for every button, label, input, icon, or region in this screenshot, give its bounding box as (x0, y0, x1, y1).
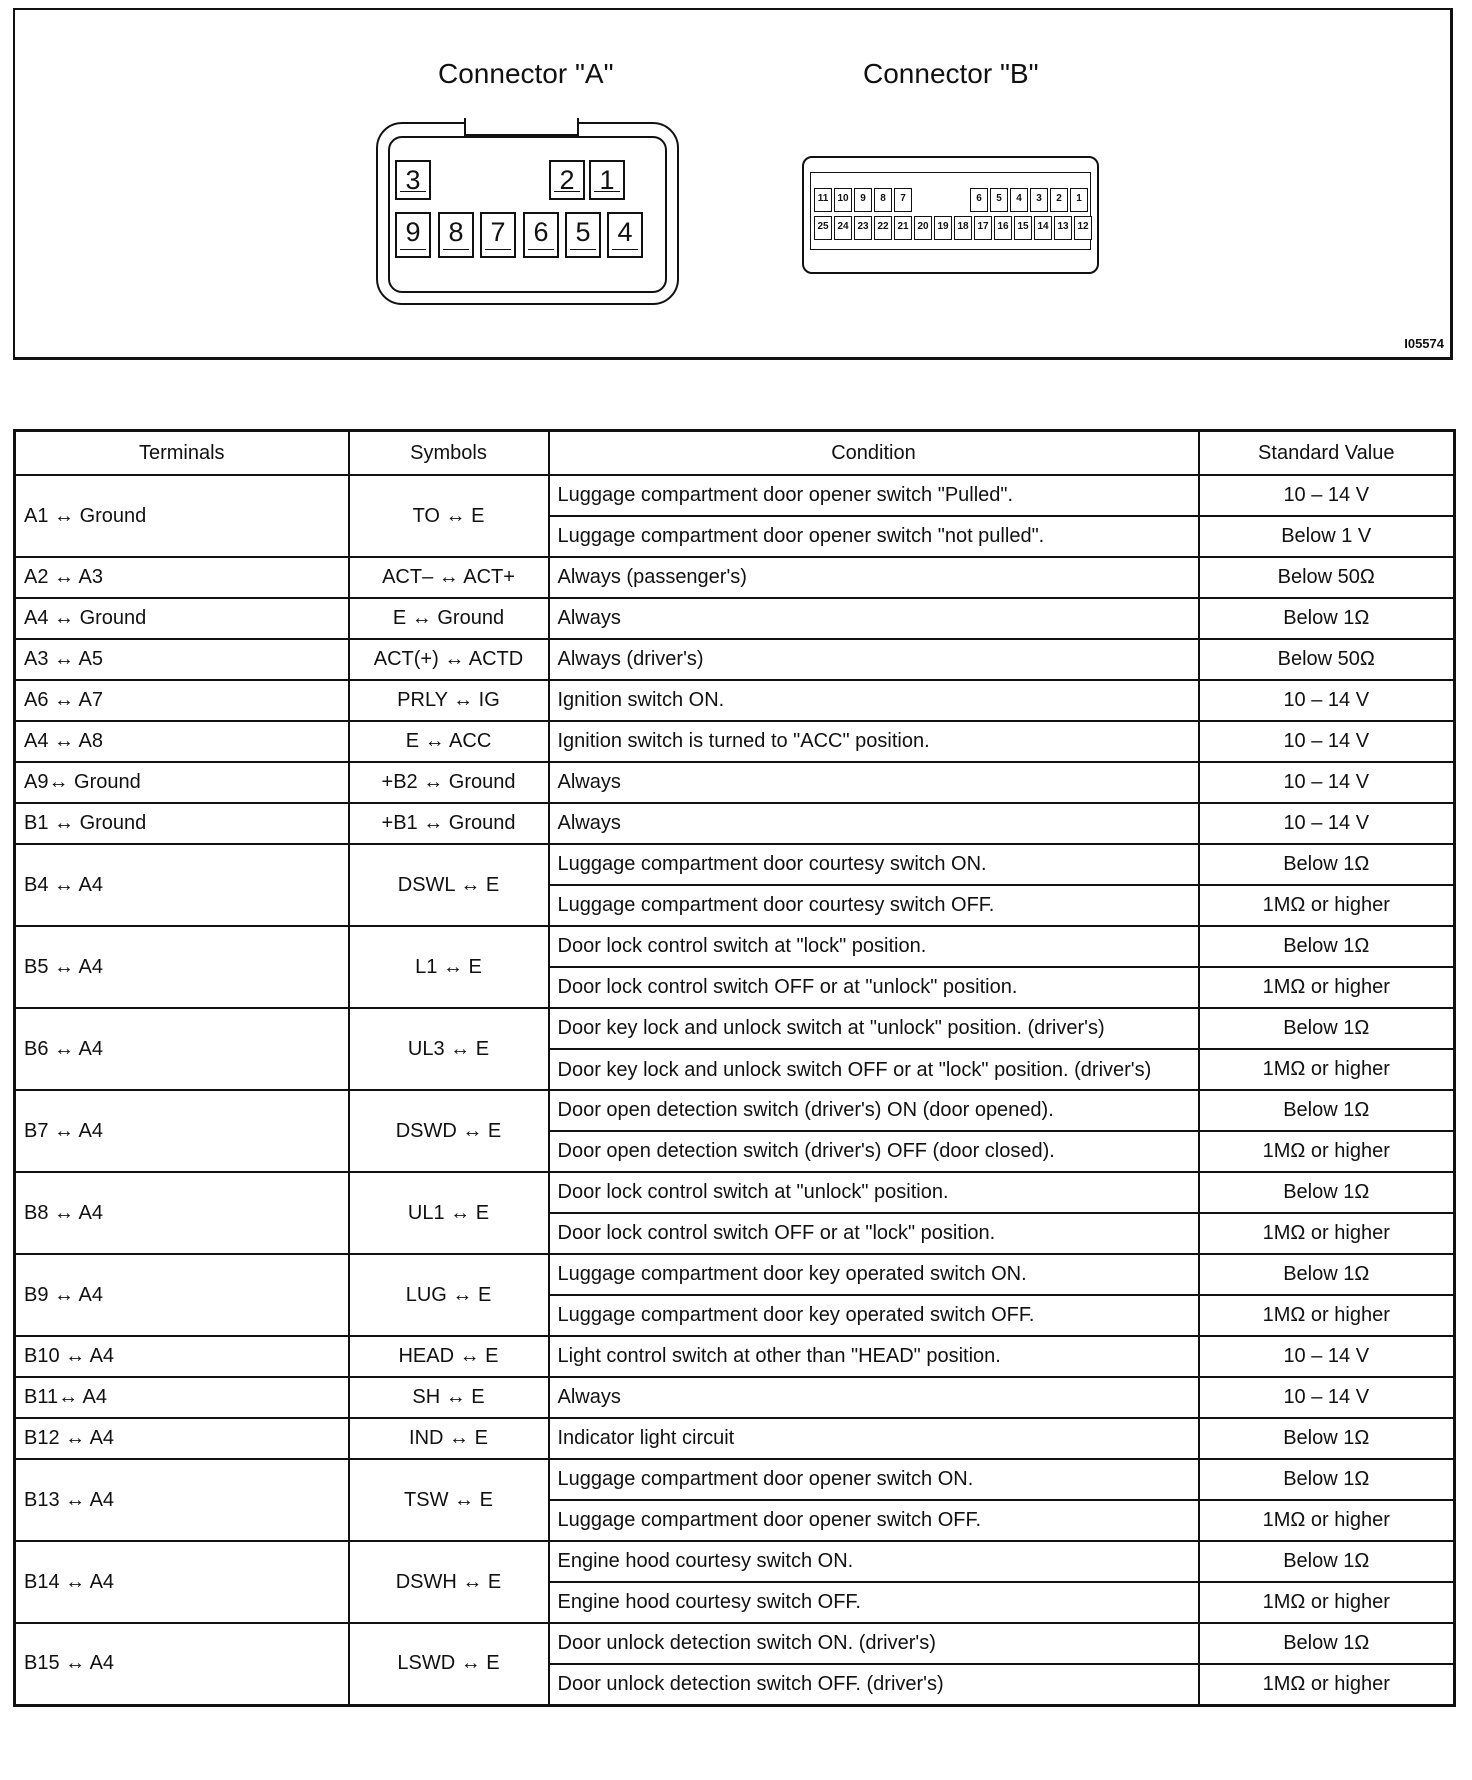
cell-standard-value: Below 1Ω (1199, 1418, 1455, 1459)
table-row (15, 1172, 1455, 1213)
connector-a-pin: 5 (565, 212, 601, 258)
cell-terminals: B10 ↔ A4 (15, 1336, 349, 1377)
cell-terminals: B4 ↔ A4 (15, 844, 349, 926)
connector-b-pin: 3 (1030, 188, 1048, 212)
cell-symbols: UL1 ↔ E (349, 1172, 549, 1254)
cell-standard-value: Below 1Ω (1199, 844, 1455, 885)
connector-b-pin: 14 (1034, 216, 1052, 240)
cell-condition: Always (549, 1377, 1199, 1418)
cell-symbols: PRLY ↔ IG (349, 680, 549, 721)
cell-condition: Door lock control switch at "lock" position. (549, 926, 1199, 967)
connector-a-pin: 3 (395, 160, 431, 200)
cell-symbols: ACT(+) ↔ ACTD (349, 639, 549, 680)
connector-b-pin: 13 (1054, 216, 1072, 240)
cell-symbols: E ↔ Ground (349, 598, 549, 639)
cell-condition: Light control switch at other than "HEAD" position. (549, 1336, 1199, 1377)
cell-standard-value: 10 – 14 V (1199, 1377, 1455, 1418)
cell-standard-value: Below 1 V (1199, 516, 1455, 557)
cell-terminals: B15 ↔ A4 (15, 1623, 349, 1705)
connector-b-pin: 2 (1050, 188, 1068, 212)
cell-symbols: L1 ↔ E (349, 926, 549, 1008)
connector-a-pin: 6 (523, 212, 559, 258)
cell-standard-value: 10 – 14 V (1199, 680, 1455, 721)
table-row (15, 1418, 1455, 1459)
cell-standard-value: 1MΩ or higher (1199, 1049, 1455, 1090)
cell-symbols: DSWH ↔ E (349, 1541, 549, 1623)
cell-terminals: A3 ↔ A5 (15, 639, 349, 680)
cell-condition: Door unlock detection switch OFF. (driver's) (549, 1664, 1199, 1705)
cell-standard-value: 1MΩ or higher (1199, 1131, 1455, 1172)
cell-symbols: HEAD ↔ E (349, 1336, 549, 1377)
cell-terminals: A4 ↔ Ground (15, 598, 349, 639)
cell-terminals: B11↔ A4 (15, 1377, 349, 1418)
cell-standard-value: 1MΩ or higher (1199, 1500, 1455, 1541)
cell-condition: Engine hood courtesy switch OFF. (549, 1582, 1199, 1623)
cell-symbols: UL3 ↔ E (349, 1008, 549, 1090)
cell-standard-value: Below 1Ω (1199, 1008, 1455, 1049)
cell-symbols: TSW ↔ E (349, 1459, 549, 1541)
cell-terminals: B12 ↔ A4 (15, 1418, 349, 1459)
connector-a-pin: 2 (549, 160, 585, 200)
cell-condition: Ignition switch ON. (549, 680, 1199, 721)
cell-condition: Door key lock and unlock switch OFF or at "lock" position. (driver's) (549, 1049, 1199, 1090)
table-row (15, 475, 1455, 516)
table-row (15, 1541, 1455, 1582)
cell-condition: Door key lock and unlock switch at "unlock" position. (driver's) (549, 1008, 1199, 1049)
cell-symbols: SH ↔ E (349, 1377, 549, 1418)
cell-condition: Engine hood courtesy switch ON. (549, 1541, 1199, 1582)
cell-standard-value: Below 1Ω (1199, 1172, 1455, 1213)
connector-b-pin: 16 (994, 216, 1012, 240)
cell-condition: Door lock control switch OFF or at "lock" position. (549, 1213, 1199, 1254)
connector-b-pin: 11 (814, 188, 832, 212)
connector-b-pin: 9 (854, 188, 872, 212)
cell-standard-value: Below 1Ω (1199, 1623, 1455, 1664)
cell-symbols: DSWD ↔ E (349, 1090, 549, 1172)
cell-condition: Always (549, 803, 1199, 844)
cell-condition: Door lock control switch at "unlock" position. (549, 1172, 1199, 1213)
connector-b-pin: 5 (990, 188, 1008, 212)
connector-a-pin: 1 (589, 160, 625, 200)
terminal-table (13, 429, 1453, 1707)
table-row (15, 844, 1455, 885)
table-row (15, 598, 1455, 639)
cell-symbols: E ↔ ACC (349, 721, 549, 762)
connector-b-pin: 25 (814, 216, 832, 240)
connector-b-pin: 18 (954, 216, 972, 240)
cell-terminals: B8 ↔ A4 (15, 1172, 349, 1254)
cell-standard-value: 1MΩ or higher (1199, 1582, 1455, 1623)
connector-a-pin: 9 (395, 212, 431, 258)
connector-b-pin: 8 (874, 188, 892, 212)
cell-terminals: A9↔ Ground (15, 762, 349, 803)
cell-standard-value: Below 1Ω (1199, 1090, 1455, 1131)
cell-standard-value: 1MΩ or higher (1199, 967, 1455, 1008)
header-condition: Condition (549, 431, 1199, 476)
connector-b (802, 156, 1099, 274)
connector-a-pin: 7 (480, 212, 516, 258)
cell-condition: Always (549, 598, 1199, 639)
cell-terminals: A1 ↔ Ground (15, 475, 349, 557)
cell-condition: Door lock control switch OFF or at "unlock" position. (549, 967, 1199, 1008)
cell-condition: Always (549, 762, 1199, 803)
header-terminals: Terminals (15, 431, 349, 476)
cell-standard-value: 1MΩ or higher (1199, 1213, 1455, 1254)
cell-standard-value: 1MΩ or higher (1199, 885, 1455, 926)
cell-condition: Luggage compartment door opener switch "Pulled". (549, 475, 1199, 516)
cell-symbols: ACT– ↔ ACT+ (349, 557, 549, 598)
cell-terminals: A4 ↔ A8 (15, 721, 349, 762)
cell-terminals: B1 ↔ Ground (15, 803, 349, 844)
connector-b-pin: 24 (834, 216, 852, 240)
connector-b-pin: 10 (834, 188, 852, 212)
cell-condition: Luggage compartment door courtesy switch OFF. (549, 885, 1199, 926)
connector-b-pin: 19 (934, 216, 952, 240)
connector-b-pin: 7 (894, 188, 912, 212)
cell-standard-value: 10 – 14 V (1199, 721, 1455, 762)
cell-symbols: TO ↔ E (349, 475, 549, 557)
cell-standard-value: Below 1Ω (1199, 1541, 1455, 1582)
connector-b-pin: 21 (894, 216, 912, 240)
cell-condition: Luggage compartment door key operated switch ON. (549, 1254, 1199, 1295)
table-row (15, 680, 1455, 721)
cell-condition: Door open detection switch (driver's) ON (door opened). (549, 1090, 1199, 1131)
cell-condition: Door open detection switch (driver's) OFF (door closed). (549, 1131, 1199, 1172)
cell-condition: Luggage compartment door key operated switch OFF. (549, 1295, 1199, 1336)
cell-standard-value: 10 – 14 V (1199, 1336, 1455, 1377)
cell-terminals: A6 ↔ A7 (15, 680, 349, 721)
connector-a (376, 122, 679, 305)
cell-terminals: B13 ↔ A4 (15, 1459, 349, 1541)
connector-diagram (13, 8, 1453, 360)
cell-symbols: +B2 ↔ Ground (349, 762, 549, 803)
cell-standard-value: Below 50Ω (1199, 639, 1455, 680)
connector-b-pin: 6 (970, 188, 988, 212)
table-row (15, 1090, 1455, 1131)
connector-b-title: Connector "B" (863, 58, 1039, 89)
header-symbols: Symbols (349, 431, 549, 476)
cell-standard-value: Below 1Ω (1199, 598, 1455, 639)
connector-b-pin: 22 (874, 216, 892, 240)
cell-condition: Always (passenger's) (549, 557, 1199, 598)
table-row (15, 1623, 1455, 1664)
cell-condition: Luggage compartment door opener switch "not pulled". (549, 516, 1199, 557)
table-row (15, 721, 1455, 762)
table-row (15, 1336, 1455, 1377)
connector-b-pin: 20 (914, 216, 932, 240)
cell-terminals: B9 ↔ A4 (15, 1254, 349, 1336)
table-row (15, 803, 1455, 844)
table-header-row (15, 431, 1455, 476)
cell-condition: Ignition switch is turned to "ACC" position. (549, 721, 1199, 762)
connector-b-pin: 17 (974, 216, 992, 240)
cell-standard-value: Below 1Ω (1199, 926, 1455, 967)
cell-standard-value: 1MΩ or higher (1199, 1295, 1455, 1336)
connector-b-pin: 1 (1070, 188, 1088, 212)
connector-a-pin: 8 (438, 212, 474, 258)
table-row (15, 1254, 1455, 1295)
cell-symbols: IND ↔ E (349, 1418, 549, 1459)
cell-condition: Luggage compartment door courtesy switch ON. (549, 844, 1199, 885)
cell-condition: Door unlock detection switch ON. (driver's) (549, 1623, 1199, 1664)
cell-condition: Indicator light circuit (549, 1418, 1199, 1459)
connector-b-pin: 12 (1074, 216, 1092, 240)
cell-symbols: LSWD ↔ E (349, 1623, 549, 1705)
cell-terminals: B6 ↔ A4 (15, 1008, 349, 1090)
table-row (15, 1008, 1455, 1049)
cell-condition: Luggage compartment door opener switch OFF. (549, 1500, 1199, 1541)
cell-symbols: +B1 ↔ Ground (349, 803, 549, 844)
cell-standard-value: Below 1Ω (1199, 1459, 1455, 1500)
table-row (15, 639, 1455, 680)
cell-terminals: B7 ↔ A4 (15, 1090, 349, 1172)
cell-standard-value: 1MΩ or higher (1199, 1664, 1455, 1705)
cell-terminals: A2 ↔ A3 (15, 557, 349, 598)
cell-standard-value: Below 1Ω (1199, 1254, 1455, 1295)
cell-terminals: B14 ↔ A4 (15, 1541, 349, 1623)
cell-terminals: B5 ↔ A4 (15, 926, 349, 1008)
table-row (15, 926, 1455, 967)
table-row (15, 1459, 1455, 1500)
cell-standard-value: Below 50Ω (1199, 557, 1455, 598)
cell-symbols: LUG ↔ E (349, 1254, 549, 1336)
cell-symbols: DSWL ↔ E (349, 844, 549, 926)
connector-a-title: Connector "A" (438, 58, 614, 89)
cell-condition: Luggage compartment door opener switch ON. (549, 1459, 1199, 1500)
cell-condition: Always (driver's) (549, 639, 1199, 680)
cell-standard-value: 10 – 14 V (1199, 803, 1455, 844)
cell-standard-value: 10 – 14 V (1199, 475, 1455, 516)
cell-standard-value: 10 – 14 V (1199, 762, 1455, 803)
connector-b-pin: 4 (1010, 188, 1028, 212)
connector-a-pin: 4 (607, 212, 643, 258)
figure-id: I05574 (1404, 336, 1444, 351)
header-standard-value: Standard Value (1199, 431, 1455, 476)
connector-b-pin: 23 (854, 216, 872, 240)
table-row (15, 762, 1455, 803)
connector-a-latch (464, 118, 579, 136)
table-row (15, 557, 1455, 598)
table-row (15, 1377, 1455, 1418)
connector-b-pin: 15 (1014, 216, 1032, 240)
